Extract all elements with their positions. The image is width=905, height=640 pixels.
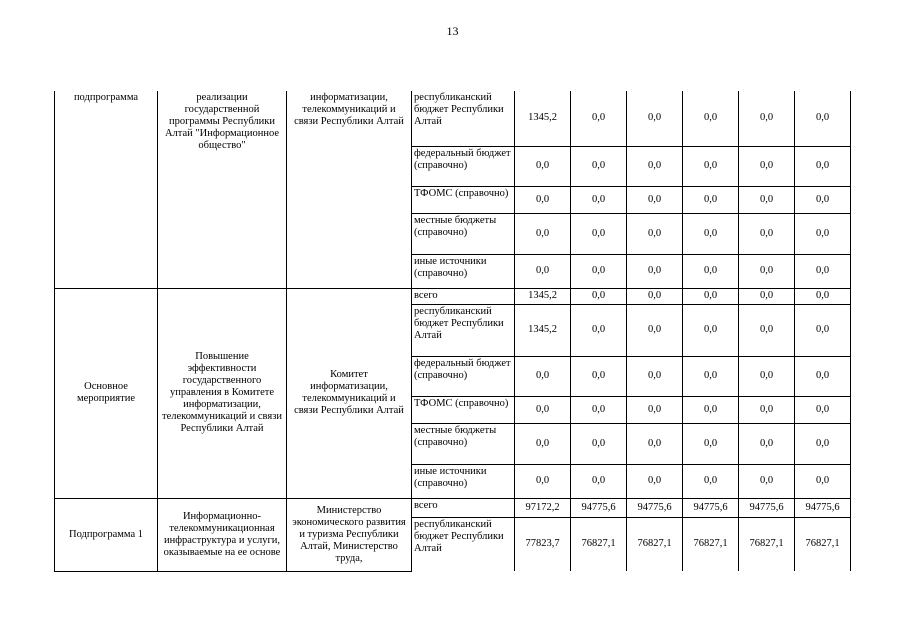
financing-table — [54, 91, 851, 572]
funding-source: местные бюджеты (справочно) — [412, 423, 515, 464]
funding-value: 0,0 — [795, 304, 851, 356]
block-executor: информатизации, телекоммуникаций и связи Республики Алтай — [287, 91, 412, 288]
funding-value: 0,0 — [739, 254, 795, 288]
funding-value: 76827,1 — [627, 517, 683, 571]
funding-value: 0,0 — [627, 186, 683, 213]
funding-value: 94775,6 — [683, 498, 739, 517]
funding-value: 0,0 — [683, 254, 739, 288]
funding-value: 76827,1 — [571, 517, 627, 571]
funding-value: 0,0 — [515, 423, 571, 464]
funding-value: 0,0 — [795, 254, 851, 288]
funding-value: 0,0 — [683, 464, 739, 498]
funding-value: 94775,6 — [571, 498, 627, 517]
funding-source: федеральный бюджет (справочно) — [412, 356, 515, 396]
funding-value: 1345,2 — [515, 304, 571, 356]
funding-value: 0,0 — [627, 464, 683, 498]
funding-value: 0,0 — [739, 464, 795, 498]
funding-value: 0,0 — [571, 288, 627, 304]
funding-value: 0,0 — [515, 254, 571, 288]
funding-source: всего — [412, 498, 515, 517]
funding-value: 0,0 — [683, 423, 739, 464]
funding-value: 0,0 — [571, 396, 627, 423]
funding-value: 97172,2 — [515, 498, 571, 517]
funding-value: 94775,6 — [627, 498, 683, 517]
funding-value: 0,0 — [627, 288, 683, 304]
block-executor: Министерство экономического развития и туризма Республики Алтай, Министерство труда, — [287, 498, 412, 571]
funding-value: 94775,6 — [739, 498, 795, 517]
table-row — [55, 288, 851, 304]
funding-value: 0,0 — [739, 423, 795, 464]
funding-value: 0,0 — [683, 288, 739, 304]
funding-source: федеральный бюджет (справочно) — [412, 146, 515, 186]
funding-value: 0,0 — [627, 304, 683, 356]
funding-value: 0,0 — [571, 464, 627, 498]
funding-value: 0,0 — [571, 91, 627, 146]
funding-value: 0,0 — [515, 186, 571, 213]
funding-value: 0,0 — [683, 146, 739, 186]
funding-value: 0,0 — [795, 186, 851, 213]
funding-value: 0,0 — [627, 91, 683, 146]
table-row — [55, 498, 851, 517]
funding-source: республиканский бюджет Республики Алтай — [412, 91, 515, 146]
funding-value: 0,0 — [795, 423, 851, 464]
block-type-label: Основное мероприятие — [55, 288, 158, 498]
funding-value: 77823,7 — [515, 517, 571, 571]
funding-value: 0,0 — [627, 213, 683, 254]
funding-value: 0,0 — [739, 288, 795, 304]
funding-value: 0,0 — [795, 288, 851, 304]
funding-value: 0,0 — [739, 186, 795, 213]
funding-value: 0,0 — [515, 356, 571, 396]
funding-source: ТФОМС (справочно) — [412, 186, 515, 213]
funding-source: республиканский бюджет Республики Алтай — [412, 517, 515, 571]
funding-value: 76827,1 — [683, 517, 739, 571]
page-number: 13 — [446, 24, 459, 38]
block-type-label: Подпрограмма 1 — [55, 498, 158, 571]
funding-value: 0,0 — [627, 146, 683, 186]
funding-value: 0,0 — [515, 396, 571, 423]
block-name: Информационно-телекоммуникационная инфраструктура и услуги, оказываемые на ее основе — [158, 498, 287, 571]
funding-value: 0,0 — [795, 146, 851, 186]
funding-value: 76827,1 — [739, 517, 795, 571]
table-row — [55, 91, 851, 146]
block-name: реализации государственной программы Республики Алтай "Информационное общество" — [158, 91, 287, 288]
funding-value: 0,0 — [627, 254, 683, 288]
funding-source: ТФОМС (справочно) — [412, 396, 515, 423]
funding-value: 0,0 — [739, 213, 795, 254]
funding-source: иные источники (справочно) — [412, 464, 515, 498]
funding-value: 0,0 — [571, 213, 627, 254]
funding-value: 0,0 — [795, 91, 851, 146]
funding-value: 0,0 — [571, 186, 627, 213]
funding-value: 0,0 — [571, 356, 627, 396]
funding-source: иные источники (справочно) — [412, 254, 515, 288]
funding-value: 0,0 — [571, 423, 627, 464]
funding-value: 0,0 — [739, 396, 795, 423]
funding-value: 0,0 — [683, 304, 739, 356]
funding-value: 1345,2 — [515, 91, 571, 146]
funding-value: 0,0 — [683, 186, 739, 213]
funding-value: 0,0 — [795, 464, 851, 498]
funding-value: 0,0 — [739, 146, 795, 186]
funding-value: 0,0 — [739, 91, 795, 146]
funding-value: 0,0 — [627, 356, 683, 396]
funding-value: 0,0 — [571, 146, 627, 186]
funding-value: 0,0 — [571, 254, 627, 288]
funding-source: местные бюджеты (справочно) — [412, 213, 515, 254]
funding-value: 0,0 — [515, 146, 571, 186]
funding-value: 0,0 — [739, 356, 795, 396]
funding-value: 0,0 — [627, 423, 683, 464]
funding-value: 0,0 — [683, 396, 739, 423]
funding-value: 0,0 — [627, 396, 683, 423]
funding-value: 94775,6 — [795, 498, 851, 517]
funding-value: 0,0 — [515, 464, 571, 498]
block-name: Повышение эффективности государственного управления в Комитете информатизации, телекоммуникаций и связи Республики Алтай — [158, 288, 287, 498]
funding-source: республиканский бюджет Республики Алтай — [412, 304, 515, 356]
funding-value: 1345,2 — [515, 288, 571, 304]
funding-value: 0,0 — [683, 91, 739, 146]
funding-value: 0,0 — [795, 213, 851, 254]
funding-value: 0,0 — [795, 396, 851, 423]
funding-value: 0,0 — [795, 356, 851, 396]
funding-value: 0,0 — [739, 304, 795, 356]
funding-value: 0,0 — [515, 213, 571, 254]
funding-value: 0,0 — [683, 213, 739, 254]
funding-value: 76827,1 — [795, 517, 851, 571]
funding-value: 0,0 — [571, 304, 627, 356]
funding-source: всего — [412, 288, 515, 304]
block-executor: Комитет информатизации, телекоммуникаций и связи Республики Алтай — [287, 288, 412, 498]
block-type-label: подпрограмма — [55, 91, 158, 288]
funding-value: 0,0 — [683, 356, 739, 396]
